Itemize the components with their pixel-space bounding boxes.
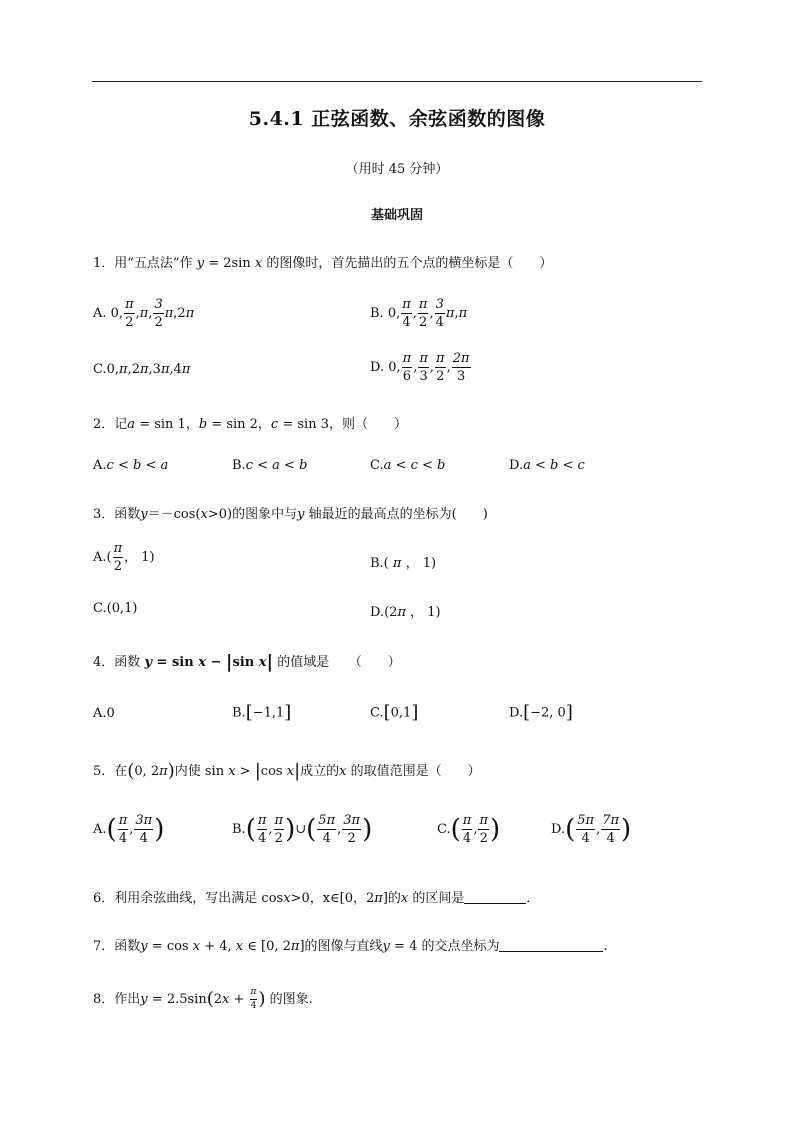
time-note: （用时 45 分钟）: [345, 162, 449, 177]
q1-option-c[interactable]: C.0,π,2π,3π,4π: [93, 362, 191, 377]
page-title: 5.4.1 正弦函数、余弦函数的图像: [248, 108, 546, 130]
q1-option-d[interactable]: D. 0, $\frac{\pi}{6}$ , $\frac{\pi}{3}$ , $\frac{\pi}{2}$ , $\frac{2\pi}{3}$: [370, 351, 470, 384]
q3-option-d[interactable]: D.(2π ， 1): [370, 605, 441, 620]
q3-option-b[interactable]: B.( π ， 1): [370, 556, 437, 571]
question-1: 1．用“五点法”作 y = 2sin x 的图像时，首先描出的五个点的横坐标是（ ）: [93, 256, 553, 271]
q5-option-a[interactable]: A.( $\frac{\pi}{4}$ , $\frac{3\pi}{4}$ ): [93, 813, 165, 846]
q3-option-c[interactable]: C.(0,1): [93, 601, 138, 616]
q2-option-c[interactable]: C.a < c < b: [370, 458, 446, 473]
q4-option-a[interactable]: A.0: [93, 706, 115, 721]
q1-option-b[interactable]: B. 0, $\frac{\pi}{4}$ , $\frac{\pi}{2}$ , $\frac{3}{4}$ π,π: [370, 297, 468, 330]
q2-option-d[interactable]: D.a < b < c: [509, 458, 585, 473]
header-rule: [92, 81, 702, 82]
q3-option-a[interactable]: A.( $\frac{\pi}{2}$ ， 1): [93, 541, 155, 574]
q4-option-b[interactable]: B.[−1,1]: [232, 702, 292, 723]
question-3: 3．函数y＝－cos(x>0)的图象中与y 轴最近的最高点的坐标为( ): [93, 507, 488, 522]
answer-blank-7[interactable]: [499, 951, 603, 952]
section-heading: 基础巩固: [370, 208, 423, 223]
question-2: 2．记a = sin 1，b = sin 2，c = sin 3，则（ ）: [93, 417, 407, 432]
question-8: 8．作出y = 2.5sin(2x + $\frac{\pi}{4}$ ) 的图象.: [93, 987, 313, 1011]
question-5: 5．在(0, 2π)内使 sin x > |cos x|成立的x 的取值范围是（ ）: [93, 760, 481, 782]
answer-blank-6[interactable]: [464, 903, 526, 904]
q4-option-d[interactable]: D.[−2, 0]: [509, 702, 573, 723]
q2-option-a[interactable]: A.c < b < a: [93, 458, 169, 473]
q2-option-b[interactable]: B.c < a < b: [232, 458, 308, 473]
question-7: 7．函数y = cos x + 4, x ∈ [0, 2π]的图像与直线y = 4 的交点坐标为 .: [93, 939, 608, 954]
q5-option-c[interactable]: C.( $\frac{\pi}{4}$ , $\frac{\pi}{2}$ ): [437, 813, 501, 846]
q5-option-d[interactable]: D.( $\frac{5\pi}{4}$ , $\frac{7\pi}{4}$ ): [551, 813, 632, 846]
q5-option-b[interactable]: B.( $\frac{\pi}{4}$ , $\frac{\pi}{2}$ )∪( $\frac{5\pi}{4}$ , $\frac{3\pi}{2}$ ): [232, 813, 373, 846]
q1-option-a[interactable]: A. 0, $\frac{\pi}{2}$ ,π, $\frac{3}{2}$ π,2π: [93, 297, 195, 330]
q4-option-c[interactable]: C.[0,1]: [370, 702, 419, 723]
question-4: 4．函数 y = sin x − |sin x| 的值域是 （ ）: [93, 651, 401, 673]
question-6: 6．利用余弦曲线，写出满足 cosx>0，x∈[0，2π]的x 的区间是 ．: [93, 891, 540, 906]
